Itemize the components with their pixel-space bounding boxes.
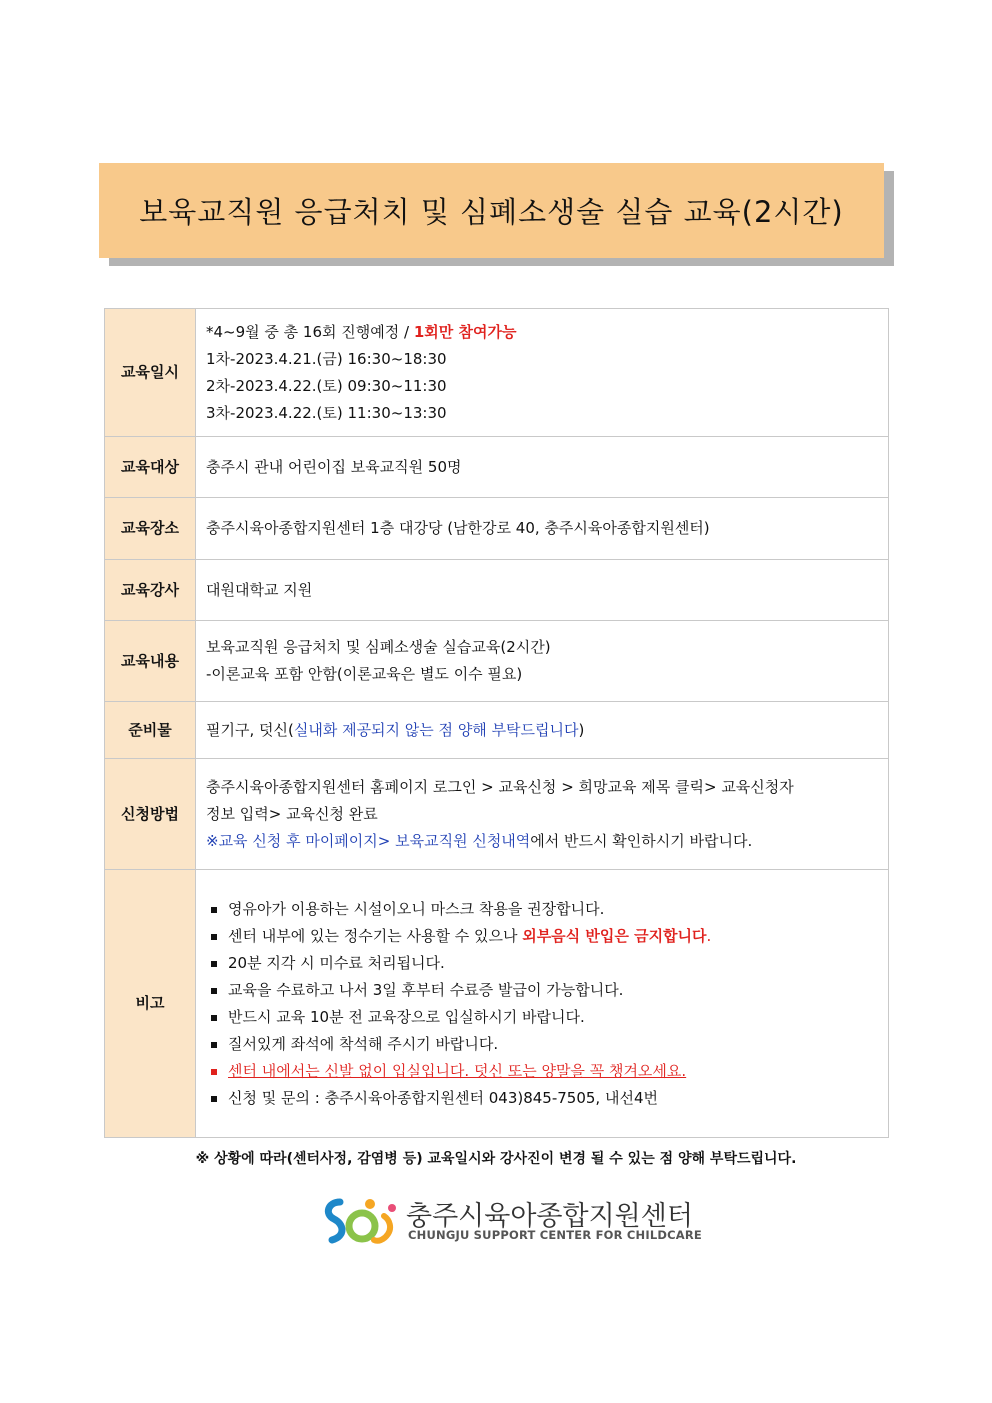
apply-line-3 bbox=[206, 828, 880, 855]
content-line-1: 보육교직원 응급처치 및 심폐소생술 실습교육(2시간) bbox=[206, 638, 551, 656]
row-supplies bbox=[105, 702, 889, 759]
content-supplies bbox=[196, 702, 889, 759]
bullet-square-icon bbox=[211, 907, 217, 913]
center-logo bbox=[322, 1192, 702, 1252]
notes-list bbox=[206, 896, 880, 1112]
content-target: 충주시 관내 어린이집 보육교직원 50명 bbox=[196, 437, 889, 498]
supplies-note: 실내화 제공되지 않는 점 양해 부탁드립니다 bbox=[293, 720, 579, 739]
content-content bbox=[196, 621, 889, 702]
bullet-square-icon bbox=[211, 961, 217, 967]
label-target: 교육대상 bbox=[105, 437, 196, 498]
content-schedule bbox=[196, 309, 889, 437]
apply-check-suffix: 에서 반드시 확인하시기 바랍니다. bbox=[530, 831, 753, 850]
bullet-square-icon bbox=[211, 1069, 217, 1075]
label-schedule: 교육일시 bbox=[105, 309, 196, 437]
note-item: 질서있게 좌석에 착석해 주시기 바랍니다. bbox=[206, 1031, 880, 1058]
row-notes bbox=[105, 870, 889, 1138]
bullet-square-icon bbox=[211, 988, 217, 994]
logo-name-korean: 충주시육아종합지원센터 bbox=[406, 1201, 693, 1232]
label-instructor: 교육강사 bbox=[105, 560, 196, 621]
bullet-square-icon bbox=[211, 1096, 217, 1102]
logo-name-english: CHUNGJU SUPPORT CENTER FOR CHILDCARE bbox=[408, 1228, 702, 1242]
session-2: 2차-2023.4.22.(토) 09:30~11:30 bbox=[206, 376, 447, 395]
session-3: 3차-2023.4.22.(토) 11:30~13:30 bbox=[206, 403, 447, 422]
session-1: 1차-2023.4.21.(금) 16:30~18:30 bbox=[206, 349, 447, 368]
bullet-square-icon bbox=[211, 934, 217, 940]
note-item: 반드시 교육 10분 전 교육장으로 입실하시기 바랍니다. bbox=[206, 1004, 880, 1031]
label-apply: 신청방법 bbox=[105, 759, 196, 870]
note-item: 20분 지각 시 미수료 처리됩니다. bbox=[206, 950, 880, 977]
bullet-square-icon bbox=[211, 1015, 217, 1021]
center-logo-icon bbox=[322, 1194, 406, 1248]
row-instructor bbox=[105, 560, 889, 621]
page-title: 보육교직원 응급처치 및 심폐소생술 실습 교육(2시간) bbox=[99, 163, 884, 258]
schedule-summary bbox=[206, 319, 880, 346]
label-place: 교육장소 bbox=[105, 498, 196, 560]
row-content bbox=[105, 621, 889, 702]
food-ban-note: 외부음식 반입은 금지합니다 bbox=[522, 926, 707, 945]
label-supplies: 준비물 bbox=[105, 702, 196, 759]
supplies-close: ) bbox=[578, 720, 585, 739]
label-notes: 비고 bbox=[105, 870, 196, 1138]
note-item: 교육을 수료하고 나서 3일 후부터 수료증 발급이 가능합니다. bbox=[206, 977, 880, 1004]
content-instructor: 대원대학교 지원 bbox=[196, 560, 889, 621]
info-table bbox=[104, 308, 889, 1138]
row-apply bbox=[105, 759, 889, 870]
schedule-summary-text: *4~9월 중 총 16회 진행예정 / bbox=[206, 322, 414, 341]
content-line-2: -이론교육 포함 안함(이론교육은 별도 이수 필요) bbox=[206, 665, 523, 683]
note-item-warning: 센터 내에서는 신발 없이 입실입니다. 덧신 또는 양말을 꼭 챙겨오세요. bbox=[206, 1058, 880, 1085]
note-item: 신청 및 문의 : 충주시육아종합지원센터 043)845-7505, 내선4번 bbox=[206, 1085, 880, 1112]
title-banner bbox=[99, 163, 884, 258]
note-item: 영유아가 이용하는 시설이오니 마스크 착용을 권장합니다. bbox=[206, 896, 880, 923]
label-content: 교육내용 bbox=[105, 621, 196, 702]
content-notes bbox=[196, 870, 889, 1138]
content-place: 충주시육아종합지원센터 1층 대강당 (남한강로 40, 충주시육아종합지원센터) bbox=[196, 498, 889, 560]
row-place bbox=[105, 498, 889, 560]
apply-check-note: ※교육 신청 후 마이페이지> 보육교직원 신청내역 bbox=[206, 831, 531, 850]
content-apply bbox=[196, 759, 889, 870]
note-item: 센터 내부에 있는 정수기는 사용할 수 있으나 외부음식 반입은 금지합니다. bbox=[206, 923, 880, 950]
row-schedule bbox=[105, 309, 889, 437]
schedule-limit-note: 1회만 참여가능 bbox=[413, 322, 517, 341]
apply-line-2: 정보 입력> 교육신청 완료 bbox=[206, 804, 378, 823]
row-target bbox=[105, 437, 889, 498]
supplies-text: 필기구, 덧신( bbox=[206, 720, 294, 739]
apply-line-1: 충주시육아종합지원센터 홈페이지 로그인 > 교육신청 > 희망교육 제목 클릭> 교육신청자 bbox=[206, 777, 794, 796]
bullet-square-icon bbox=[211, 1042, 217, 1048]
footnote: ※ 상황에 따라(센터사정, 감염병 등) 교육일시와 강사진이 변경 될 수 있는 점 양해 부탁드립니다. bbox=[195, 1151, 797, 1167]
